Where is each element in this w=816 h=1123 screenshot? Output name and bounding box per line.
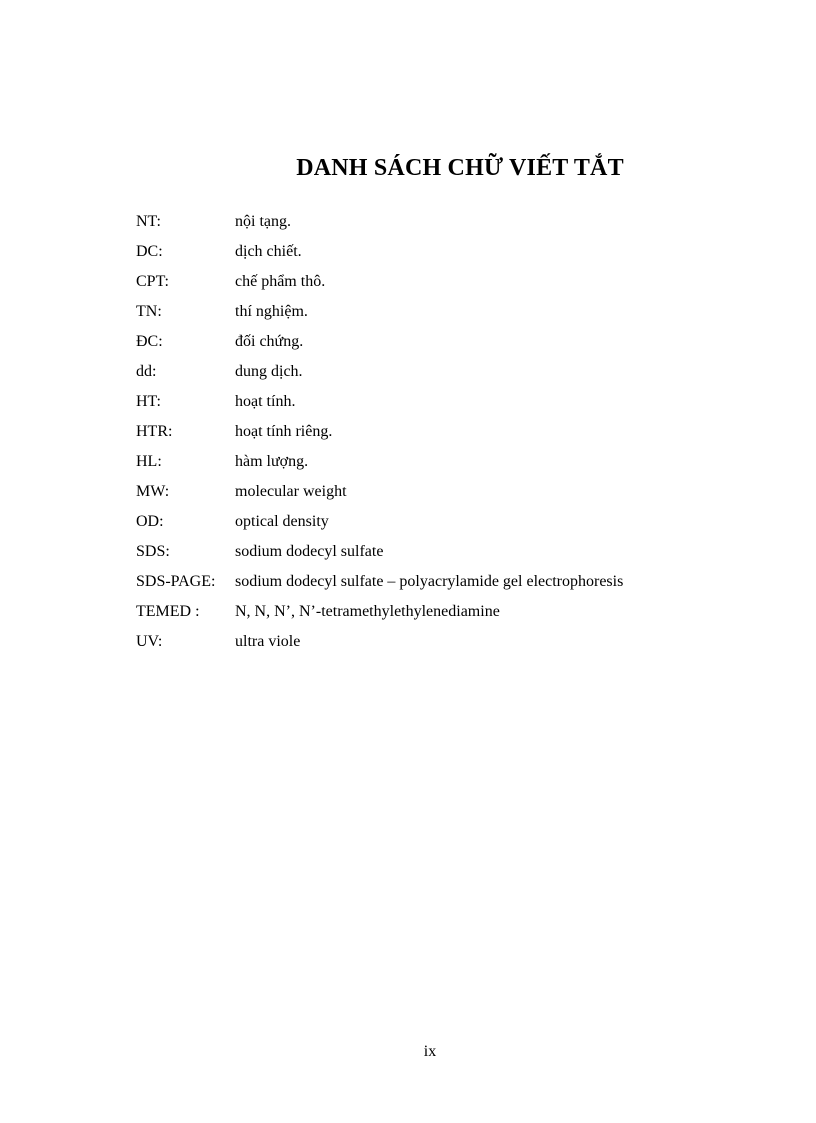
abbreviation-definition: chế phẩm thô. (235, 273, 326, 290)
abbreviation-term: TN: (136, 303, 162, 320)
abbreviation-definition: optical density (235, 513, 329, 530)
list-item (136, 627, 756, 657)
abbreviation-definition: hoạt tính. (235, 393, 296, 410)
abbreviation-term: SDS: (136, 543, 170, 560)
abbreviation-term: OD: (136, 513, 164, 530)
list-item (136, 507, 756, 537)
abbreviation-definition: ultra viole (235, 633, 301, 650)
abbreviation-term: HT: (136, 393, 161, 410)
list-item (136, 387, 756, 417)
abbreviation-term: SDS-PAGE: (136, 573, 216, 590)
abbreviation-term: CPT: (136, 273, 169, 290)
abbreviation-definition: sodium dodecyl sulfate (235, 543, 384, 560)
abbreviation-definition: molecular weight (235, 483, 347, 500)
abbreviation-definition: sodium dodecyl sulfate – polyacrylamide gel electrophoresis (235, 573, 624, 590)
abbreviation-term: MW: (136, 483, 170, 500)
list-item (136, 357, 756, 387)
abbreviation-definition: hoạt tính riêng. (235, 423, 333, 440)
list-item (136, 327, 756, 357)
abbreviation-term: ĐC: (136, 333, 163, 350)
abbreviation-definition: N, N, N’, N’-tetramethylethylenediamine (235, 603, 500, 620)
abbreviation-term: DC: (136, 243, 163, 260)
abbreviation-term: NT: (136, 213, 161, 230)
list-item (136, 237, 756, 267)
page-number: ix (423, 1043, 437, 1060)
list-item (136, 417, 756, 447)
page-title: DANH SÁCH CHỮ VIẾT TẮT (296, 155, 624, 181)
abbreviation-definition: thí nghiệm. (235, 303, 308, 320)
abbreviation-definition: nội tạng. (235, 213, 291, 230)
list-item (136, 267, 756, 297)
abbreviation-term: UV: (136, 633, 163, 650)
abbreviation-term: TEMED : (136, 603, 200, 620)
list-item (136, 597, 756, 627)
abbreviation-definition: dung dịch. (235, 363, 303, 380)
list-item (136, 477, 756, 507)
abbreviation-definition: dịch chiết. (235, 243, 302, 260)
list-item (136, 297, 756, 327)
abbreviation-list (136, 207, 756, 657)
list-item (136, 447, 756, 477)
abbreviation-term: HTR: (136, 423, 173, 440)
abbreviation-definition: hàm lượng. (235, 453, 309, 470)
abbreviation-definition: đối chứng. (235, 333, 304, 350)
list-item (136, 207, 756, 237)
list-item (136, 537, 756, 567)
abbreviation-term: dd: (136, 363, 157, 380)
abbreviation-term: HL: (136, 453, 162, 470)
list-item (136, 567, 756, 597)
